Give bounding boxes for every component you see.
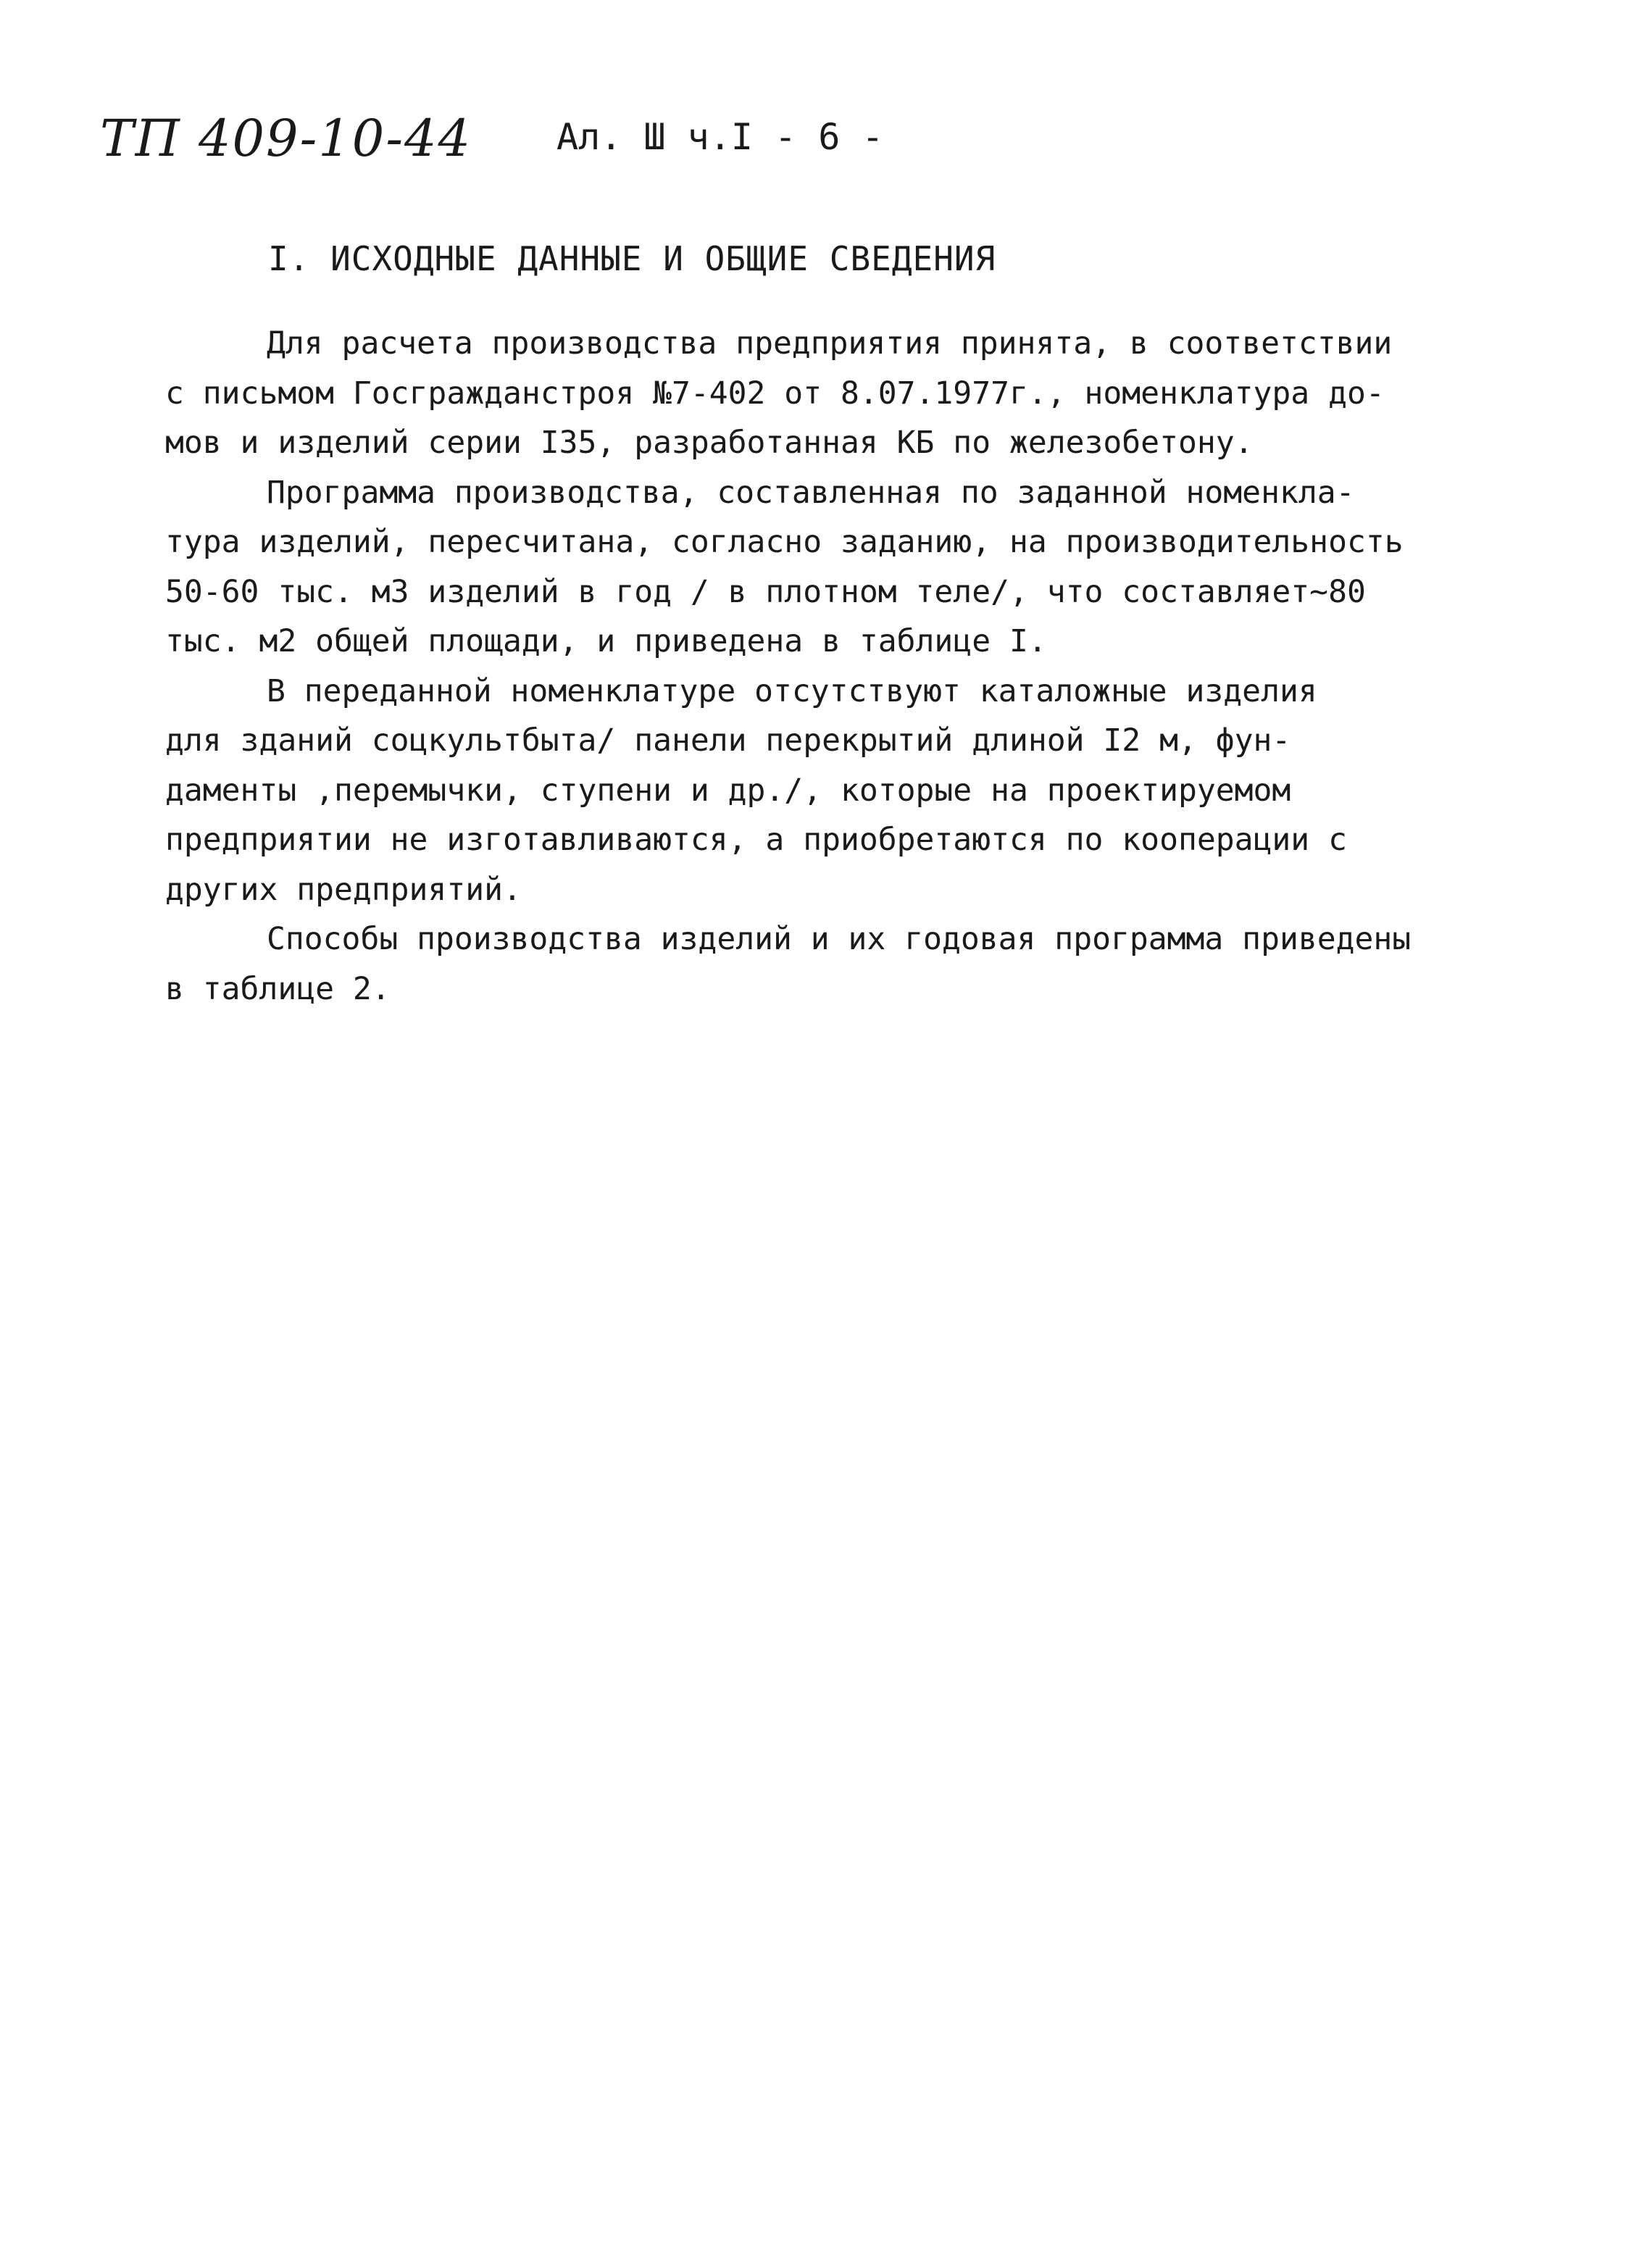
paragraph-line: других предприятий.: [165, 871, 522, 908]
paragraph-line: с письмом Госгражданстроя №7-402 от 8.07.1977г., номенклатура до-: [165, 375, 1385, 412]
section-title: I. ИСХОДНЫЕ ДАННЫЕ И ОБЩИЕ СВЕДЕНИЯ: [268, 239, 996, 278]
sheet-reference: Ал. Ш ч.I - 6 -: [556, 116, 884, 158]
page-header: [100, 109, 1477, 188]
paragraph-line: Для расчета производства предприятия принята, в соответствии: [267, 325, 1393, 362]
paragraph-line: предприятии не изготавливаются, а приобретаются по кооперации с: [165, 822, 1347, 858]
paragraph-line: Программа производства, составленная по заданной номенкла-: [267, 474, 1355, 511]
paragraph-line: тура изделий, пересчитана, согласно заданию, на производительность: [165, 524, 1404, 560]
paragraph-line: даменты ,перемычки, ступени и др./, которые на проектируемом: [165, 772, 1291, 809]
paragraph-line: 50-60 тыс. м3 изделий в год / в плотном теле/, что составляет~80: [165, 573, 1366, 610]
paragraph-line: В переданной номенклатуре отсутствуют каталожные изделия: [267, 672, 1317, 709]
paragraph-line: Способы производства изделий и их годовая программа приведены: [267, 921, 1412, 957]
paragraph-line: тыс. м2 общей площади, и приведена в таблице I.: [165, 623, 1047, 659]
paragraph-line: в таблице 2.: [165, 970, 391, 1007]
paragraph-line: для зданий соцкультбыта/ панели перекрытий длиной I2 м, фун-: [165, 722, 1291, 759]
body-text: [165, 319, 1527, 1014]
document-code: ТП 409-10-44: [100, 109, 472, 168]
paragraph-line: мов и изделий серии I35, разработанная КБ по железобетону.: [165, 425, 1254, 461]
